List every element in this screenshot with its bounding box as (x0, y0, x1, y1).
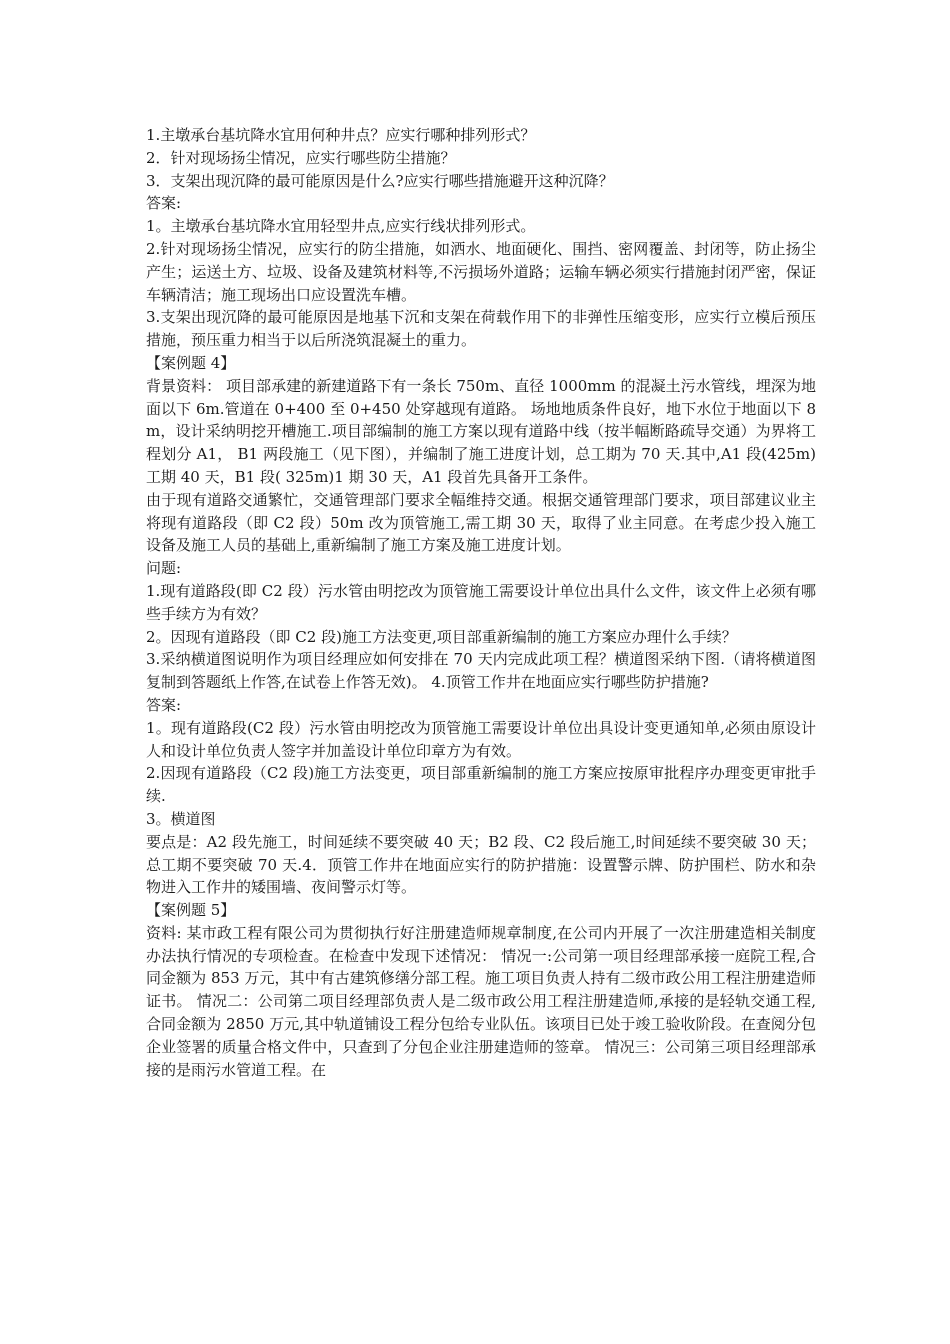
case-4-background-continued: 由于现有道路交通繁忙，交通管理部门要求全幅维持交通。根据交通管理部门要求，项目部建议业主将现有道路段（即 C2 段）50m 改为顶管施工,需工期 30 天，取得了业主同意。在考虑少投入施工设备及施工人员的基础上,重新编制了施工方案及施工进度计划。 (146, 490, 816, 555)
answer-3: 3.支架出现沉降的最可能原因是地基下沉和支架在荷载作用下的非弹性压缩变形，应实行立模后预压措施，预压重力相当于以后所浇筑混凝土的重力。 (146, 308, 816, 350)
document-page (146, 124, 816, 1081)
case-4-heading: 【案例题 4】 (146, 353, 236, 372)
answer-2: 2.针对现场扬尘情况，应实行的防尘措施，如洒水、地面硬化、围挡、密网覆盖、封闭等，防止扬尘产生；运送土方、垃圾、设备及建筑材料等,不污损场外道路；运输车辆必须实行措施封闭严密，保证车辆清洁；施工现场出口应设置洗车槽。 (146, 239, 816, 304)
case-4-question-3-4: 3.采纳横道图说明作为项目经理应如何安排在 70 天内完成此项工程？横道图采纳下图.（请将横道图复制到答题纸上作答,在试卷上作答无效)。 4.顶管工作井在地面应实行哪些防护措施? (146, 650, 816, 692)
case-4-answer-2: 2.因现有道路段（C2 段)施工方法变更，项目部重新编制的施工方案应按原审批程序办理变更审批手续. (146, 764, 816, 806)
case-4-answer-3: 3。横道图 (146, 809, 216, 828)
questions-heading: 问题: (146, 559, 182, 578)
question-1: 1.主墩承台基坑降水宜用何种井点？应实行哪种排列形式？ (146, 126, 536, 144)
case-5-heading: 【案例题 5】 (146, 901, 236, 920)
case-4-answer-points: 要点是：A2 段先施工，时间延续不要突破 40 天；B2 段、C2 段后施工,时间延续不要突破 30 天；总工期不要突破 70 天.4．顶管工作井在地面应实行的防护措施：设置警示牌、防护围栏、防水和杂物进入工作井的矮围墙、夜间警示灯等。 (146, 832, 816, 897)
question-3: 3．支架出现沉降的最可能原因是什么?应实行哪些措施避开这种沉降？ (146, 171, 614, 190)
answer-1: 1。主墩承台基坑降水宜用轻型井点,应实行线状排列形式。 (146, 217, 536, 236)
case-4-question-2: 2。因现有道路段（即 C2 段)施工方法变更,项目部重新编制的施工方案应办理什么手续？ (146, 627, 737, 646)
case-4-question-1: 1.现有道路段(即 C2 段）污水管由明挖改为顶管施工需要设计单位出具什么文件，该文件上必须有哪些手续方为有效？ (146, 581, 816, 623)
case-4-answer-1: 1。现有道路段(C2 段）污水管由明挖改为顶管施工需要设计单位出具设计变更通知单,必须由原设计人和设计单位负责人签字并加盖设计单位印章方为有效。 (146, 718, 816, 760)
question-2: 2．针对现场扬尘情况，应实行哪些防尘措施？ (146, 148, 456, 167)
case-4-background: 背景资料： 项目部承建的新建道路下有一条长 750m、直径 1000mm 的混凝土污水管线，埋深为地面以下 6m.管道在 0+400 至 0+450 处穿越现有道路。 场地地质条件良好，地下水位于地面以下 8m，设计采纳明挖开槽施工.项目部编制的施工方案以现有道路中线（按半幅断路疏导交通）为界将工程划分 A1， B1 两段施工（见下图），并编制了施工进度计划，总工期为 70 天.其中,A1 段(425m)工期 40 天，B1 段( 325m)1 期 30 天，A1 段首先具备开工条件。 (146, 376, 816, 486)
case-5-material: 资料: 某市政工程有限公司为贯彻执行好注册建造师规章制度,在公司内开展了一次注册建造相关制度办法执行情况的专项检查。在检查中发现下述情况： 情况一:公司第一项目经理部承接一庭院工程,合同金额为 853 万元，其中有古建筑修缮分部工程。施工项目负责人持有二级市政公用工程注册建造师证书。 情况二：公司第二项目经理部负责人是二级市政公用工程注册建造师,承接的是轻轨交通工程,合同金额为 2850 万元,其中轨道铺设工程分包给专业队伍。该项目已处于竣工验收阶段。在查阅分包企业签署的质量合格文件中，只查到了分包企业注册建造师的签章。 情况三：公司第三项目经理部承接的是雨污水管道工程。在 (146, 923, 816, 1079)
case-4-answer-heading: 答案: (146, 695, 182, 714)
answer-heading: 答案: (146, 194, 182, 213)
